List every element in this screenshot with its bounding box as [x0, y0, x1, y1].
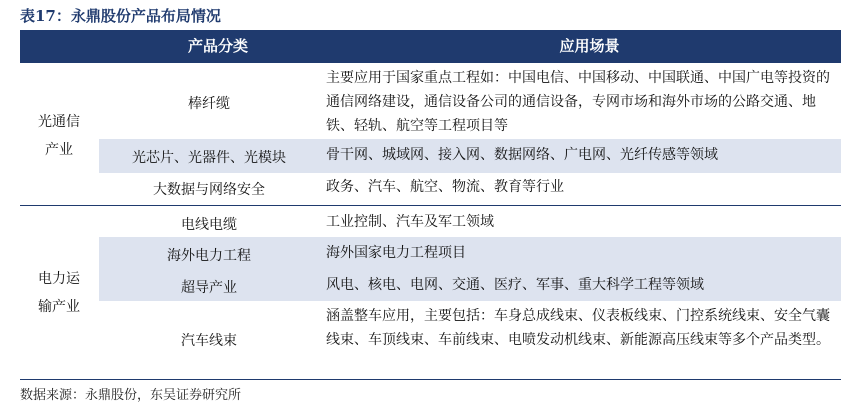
table-header: [20, 30, 841, 63]
row-application: 风电、核电、电网、交通、医疗、军事、重大科学工程等领域: [326, 277, 704, 293]
table-title: 表17：永鼎股份产品布局情况: [20, 7, 221, 25]
source-note: 数据来源：永鼎股份，东吴证券研究所: [20, 388, 242, 403]
row-category: 汽车线束: [181, 333, 237, 349]
row-category: 光芯片、光器件、光模块: [132, 150, 286, 166]
row-application: 主要应用于国家重点工程如：中国电信、中国移动、中国联通、中国广电等投资的通信网络建设，通信设备公司的通信设备，专网市场和海外市场的公路交通、地铁、轻轨、航空等工程项目等: [326, 70, 830, 134]
header-product-category: 产品分类: [187, 37, 248, 55]
row-application: 涵盖整车应用，主要包括：车身总成线束、仪表板线束、门控系统线束、安全气囊线束、车顶线束、车前线束、电喷发动机线束、新能源高压线束等多个产品类型。: [326, 308, 830, 348]
header-application: 应用场景: [559, 37, 620, 55]
row-application: 工业控制、汽车及军工领域: [326, 214, 494, 230]
row-category: 棒纤缆: [188, 96, 230, 112]
group-divider: [20, 205, 841, 206]
row-category: 电线电缆: [181, 217, 237, 233]
table-bottom-rule: [20, 379, 841, 380]
row-application: 骨干网、城域网、接入网、数据网络、广电网、光纤传感等领域: [326, 147, 718, 163]
group-label-power: 电力运 输产业: [38, 271, 80, 315]
row-category: 海外电力工程: [167, 248, 251, 264]
row-category: 超导产业: [181, 280, 237, 296]
group-label-optical: 光通信 产业: [38, 114, 80, 158]
row-application: 政务、汽车、航空、物流、教育等行业: [326, 179, 564, 195]
row-category: 大数据与网络安全: [153, 182, 265, 198]
row-application: 海外国家电力工程项目: [326, 245, 466, 261]
